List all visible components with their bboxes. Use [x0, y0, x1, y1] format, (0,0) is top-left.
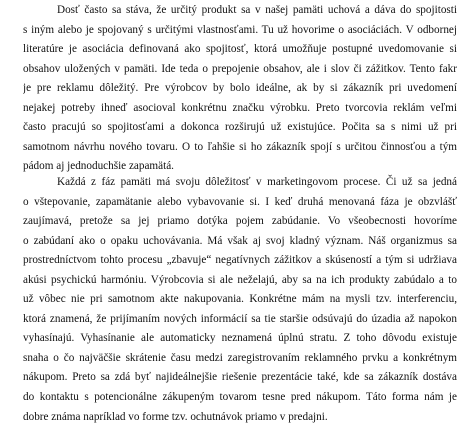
text-line: nákupom. Preto sa zdá byť najideálnejšie riešenie prezentácie také, kde sa zákazník dostáva	[23, 371, 457, 384]
text-line: Dosť často sa stáva, že určitý produkt sa v našej pamäti uchová a dáva do spojitosti	[57, 4, 457, 16]
text-line: literatúre je asociácia definovaná ako spojitosť, ktorá umožňuje postupné uvedomovanie si	[23, 43, 457, 56]
paragraph-memory-phases	[23, 173, 457, 427]
text-line: obsahov uložených v pamäti. Ide teda o prepojenie obsahov, ale i slov či zážitkov. Tento fakr	[23, 62, 457, 75]
text-line: o vštepovanie, zapamätanie alebo vybavovanie si. I keď druhá menovaná fáza je obzvlášť	[23, 195, 457, 208]
text-line: vyhasínajú. Vyhasínanie ale automaticky neznamená úplnú stratu. Z toho dôvodu existuje	[23, 332, 457, 345]
text-line: ktorá znamená, že prijímaním nových informácií sa tie staršie odsúvajú do úzadia až napokon	[23, 312, 457, 325]
text-line: zaujímavá, pretože sa jej priamo dotýka pojem zabúdanie. Vo všeobecnosti hovoríme	[23, 215, 457, 228]
text-line: o zabúdaní ako o opaku uchovávania. Má však aj svoj kladný význam. Náš organizmus sa	[23, 234, 457, 247]
text-line: často pracujú so spojitosťami a dokonca rozširujú už existujúce. Počita sa s nimi už pri	[23, 121, 457, 134]
text-line: nejakej potreby ihneď asocioval konkrétnu značku výrobku. Preto tvorcovia reklám veľmi	[23, 101, 457, 114]
text-line: pádom aj jednoduchšie zapamätá.	[23, 160, 174, 173]
text-line: prostredníctvom tohto procesu „zbavuje“ negatívnych zážitkov a skúseností a tým si udržiava	[23, 254, 457, 267]
text-line: dobre známa napríklad vo forme tzv. ochutnávok priamo v predajni.	[23, 410, 328, 423]
text-line: už vôbec nie pri samotnom akte nakupovania. Konkrétne mám na mysli tzv. interferenciu,	[23, 293, 457, 306]
text-line: akúsi psychickú harmóniu. Výrobcovia si ale neželajú, aby sa na ich produkty zabúdalo a to	[23, 273, 457, 286]
paragraph-memory-associations	[23, 1, 457, 177]
text-line: samotnom návrhu nového tovaru. O to ľahšie si ho zákazník spojí s určitou činnosťou a tým	[23, 140, 457, 153]
text-line: je pre reklamu dôležitý. Pre výrobcov by bolo ideálne, ak by si zákazník pri uvedomení	[23, 82, 457, 95]
text-line: do kontaktu s potencionálne zákupeným tovarom tesne pred nákupom. Táto forma nám je	[23, 391, 457, 404]
text-line: s iným alebo je spojovaný s určitými vlastnosťami. Tu už hovorime o asociáciách. V odbornej	[23, 23, 457, 36]
text-line: Každá z fáz pamäti má svoju dôležitosť v marketingovom procese. Či už sa jedná	[57, 176, 457, 188]
text-line: snaha o čo najväčšie skrátenie času medzi zaregistrovaním reklamného prvku a konkrétnym	[23, 351, 457, 364]
